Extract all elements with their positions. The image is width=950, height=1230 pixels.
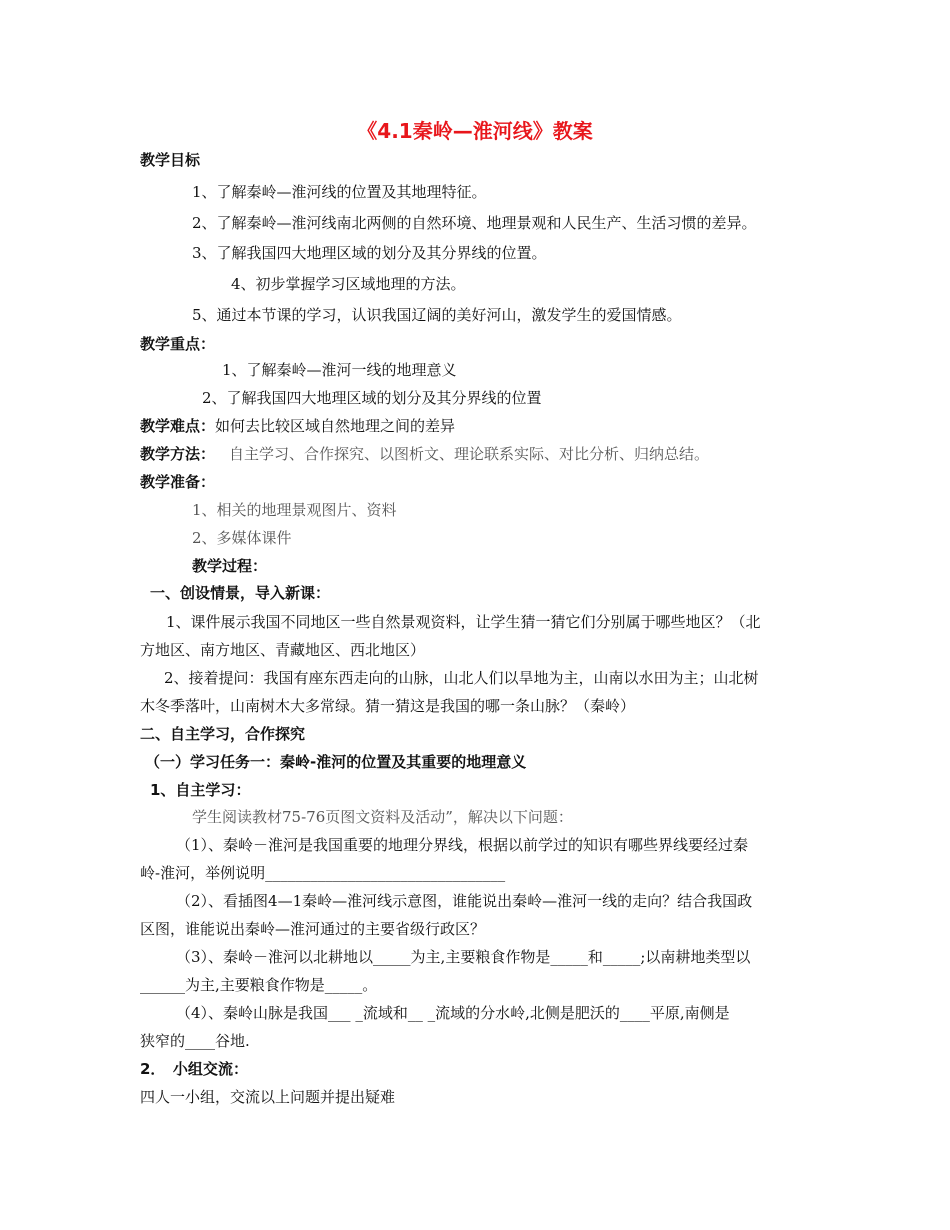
preparation-item: 1、相关的地理景观图片、资料 bbox=[192, 501, 397, 519]
question4-line2: 狭窄的____谷地. bbox=[140, 1032, 250, 1050]
question2-line1: （2）、看插图4—1秦岭—淮河线示意图，谁能说出秦岭—淮河一线的走向？结合我国政 bbox=[176, 892, 753, 910]
section1-paragraph2-line1: 2、接着提问：我国有座东西走向的山脉，山北人们以旱地为主，山南以水田为主；山北树 bbox=[164, 669, 759, 687]
key-points-heading: 教学重点： bbox=[140, 335, 216, 353]
objective-item: 1、了解秦岭—淮河线的位置及其地理特征。 bbox=[192, 183, 487, 201]
self-study-heading: 1、自主学习： bbox=[150, 781, 251, 799]
key-point-item: 1、了解秦岭—淮河一线的地理意义 bbox=[222, 361, 457, 379]
task1-heading: （一）学习任务一：秦岭-淮河的位置及其重要的地理意义 bbox=[145, 753, 527, 771]
process-heading: 教学过程： bbox=[192, 557, 268, 575]
objective-item: 4、初步掌握学习区域地理的方法。 bbox=[231, 275, 466, 293]
objective-item: 3、了解我国四大地理区域的划分及其分界线的位置。 bbox=[192, 244, 547, 262]
group-discussion-text: 四人一小组，交流以上问题并提出疑难 bbox=[140, 1088, 396, 1106]
section1-heading: 一、创设情景，导入新课： bbox=[150, 584, 331, 602]
difficulty-line bbox=[140, 416, 455, 436]
question1-line2: 岭-淮河，举例说明________________________________ bbox=[140, 864, 506, 882]
preparation-item: 2、多媒体课件 bbox=[192, 529, 292, 547]
question4-line1: （4）、秦岭山脉是我国___ _流域和__ _流域的分水岭,北侧是肥沃的____平原,南侧是 bbox=[176, 1004, 730, 1022]
section2-heading: 二、自主学习，合作探究 bbox=[140, 725, 306, 743]
question1-line1: （1）、秦岭－淮河是我国重要的地理分界线，根据以前学过的知识有哪些界线要经过秦 bbox=[176, 836, 749, 854]
methods-line bbox=[140, 444, 709, 464]
instruction-text: 学生阅读教材75-76页图文资料及活动”，解决以下问题： bbox=[192, 808, 573, 826]
methods-heading: 教学方法： bbox=[140, 445, 216, 463]
preparation-heading: 教学准备： bbox=[140, 473, 216, 491]
section1-paragraph1-line1: 1、课件展示我国不同地区一些自然景观资料，让学生猜一猜它们分别属于哪些地区？（北 bbox=[166, 613, 761, 631]
question3-line1: （3）、秦岭－淮河以北耕地以_____为主,主要粮食作物是_____和_____;以南耕地类型以 bbox=[176, 948, 751, 966]
difficulty-text: 如何去比较区域自然地理之间的差异 bbox=[215, 417, 456, 435]
key-point-item: 2、了解我国四大地理区域的划分及其分界线的位置 bbox=[202, 389, 542, 407]
objective-item: 2、了解秦岭—淮河线南北两侧的自然环境、地理景观和人民生产、生活习惯的差异。 bbox=[192, 214, 757, 232]
section1-paragraph1-line2: 方地区、南方地区、青藏地区、西北地区） bbox=[140, 641, 426, 659]
question3-line2: ______为主,主要粮食作物是_____。 bbox=[140, 976, 378, 994]
methods-text: 自主学习、合作探究、以图析文、理论联系实际、对比分析、归纳总结。 bbox=[229, 445, 710, 463]
question2-line2: 区图，谁能说出秦岭—淮河通过的主要省级行政区？ bbox=[140, 920, 486, 938]
section1-paragraph2-line2: 木冬季落叶，山南树木大多常绿。猜一猜这是我国的哪一条山脉？（秦岭） bbox=[140, 697, 636, 715]
group-discussion-heading: 2． 小组交流： bbox=[140, 1060, 248, 1078]
document-title: 《4.1秦岭—淮河线》教案 bbox=[357, 119, 593, 143]
objectives-heading: 教学目标 bbox=[140, 151, 201, 169]
objective-item: 5、通过本节课的学习，认识我国辽阔的美好河山，激发学生的爱国情感。 bbox=[192, 306, 682, 324]
difficulty-heading: 教学难点： bbox=[140, 417, 216, 435]
